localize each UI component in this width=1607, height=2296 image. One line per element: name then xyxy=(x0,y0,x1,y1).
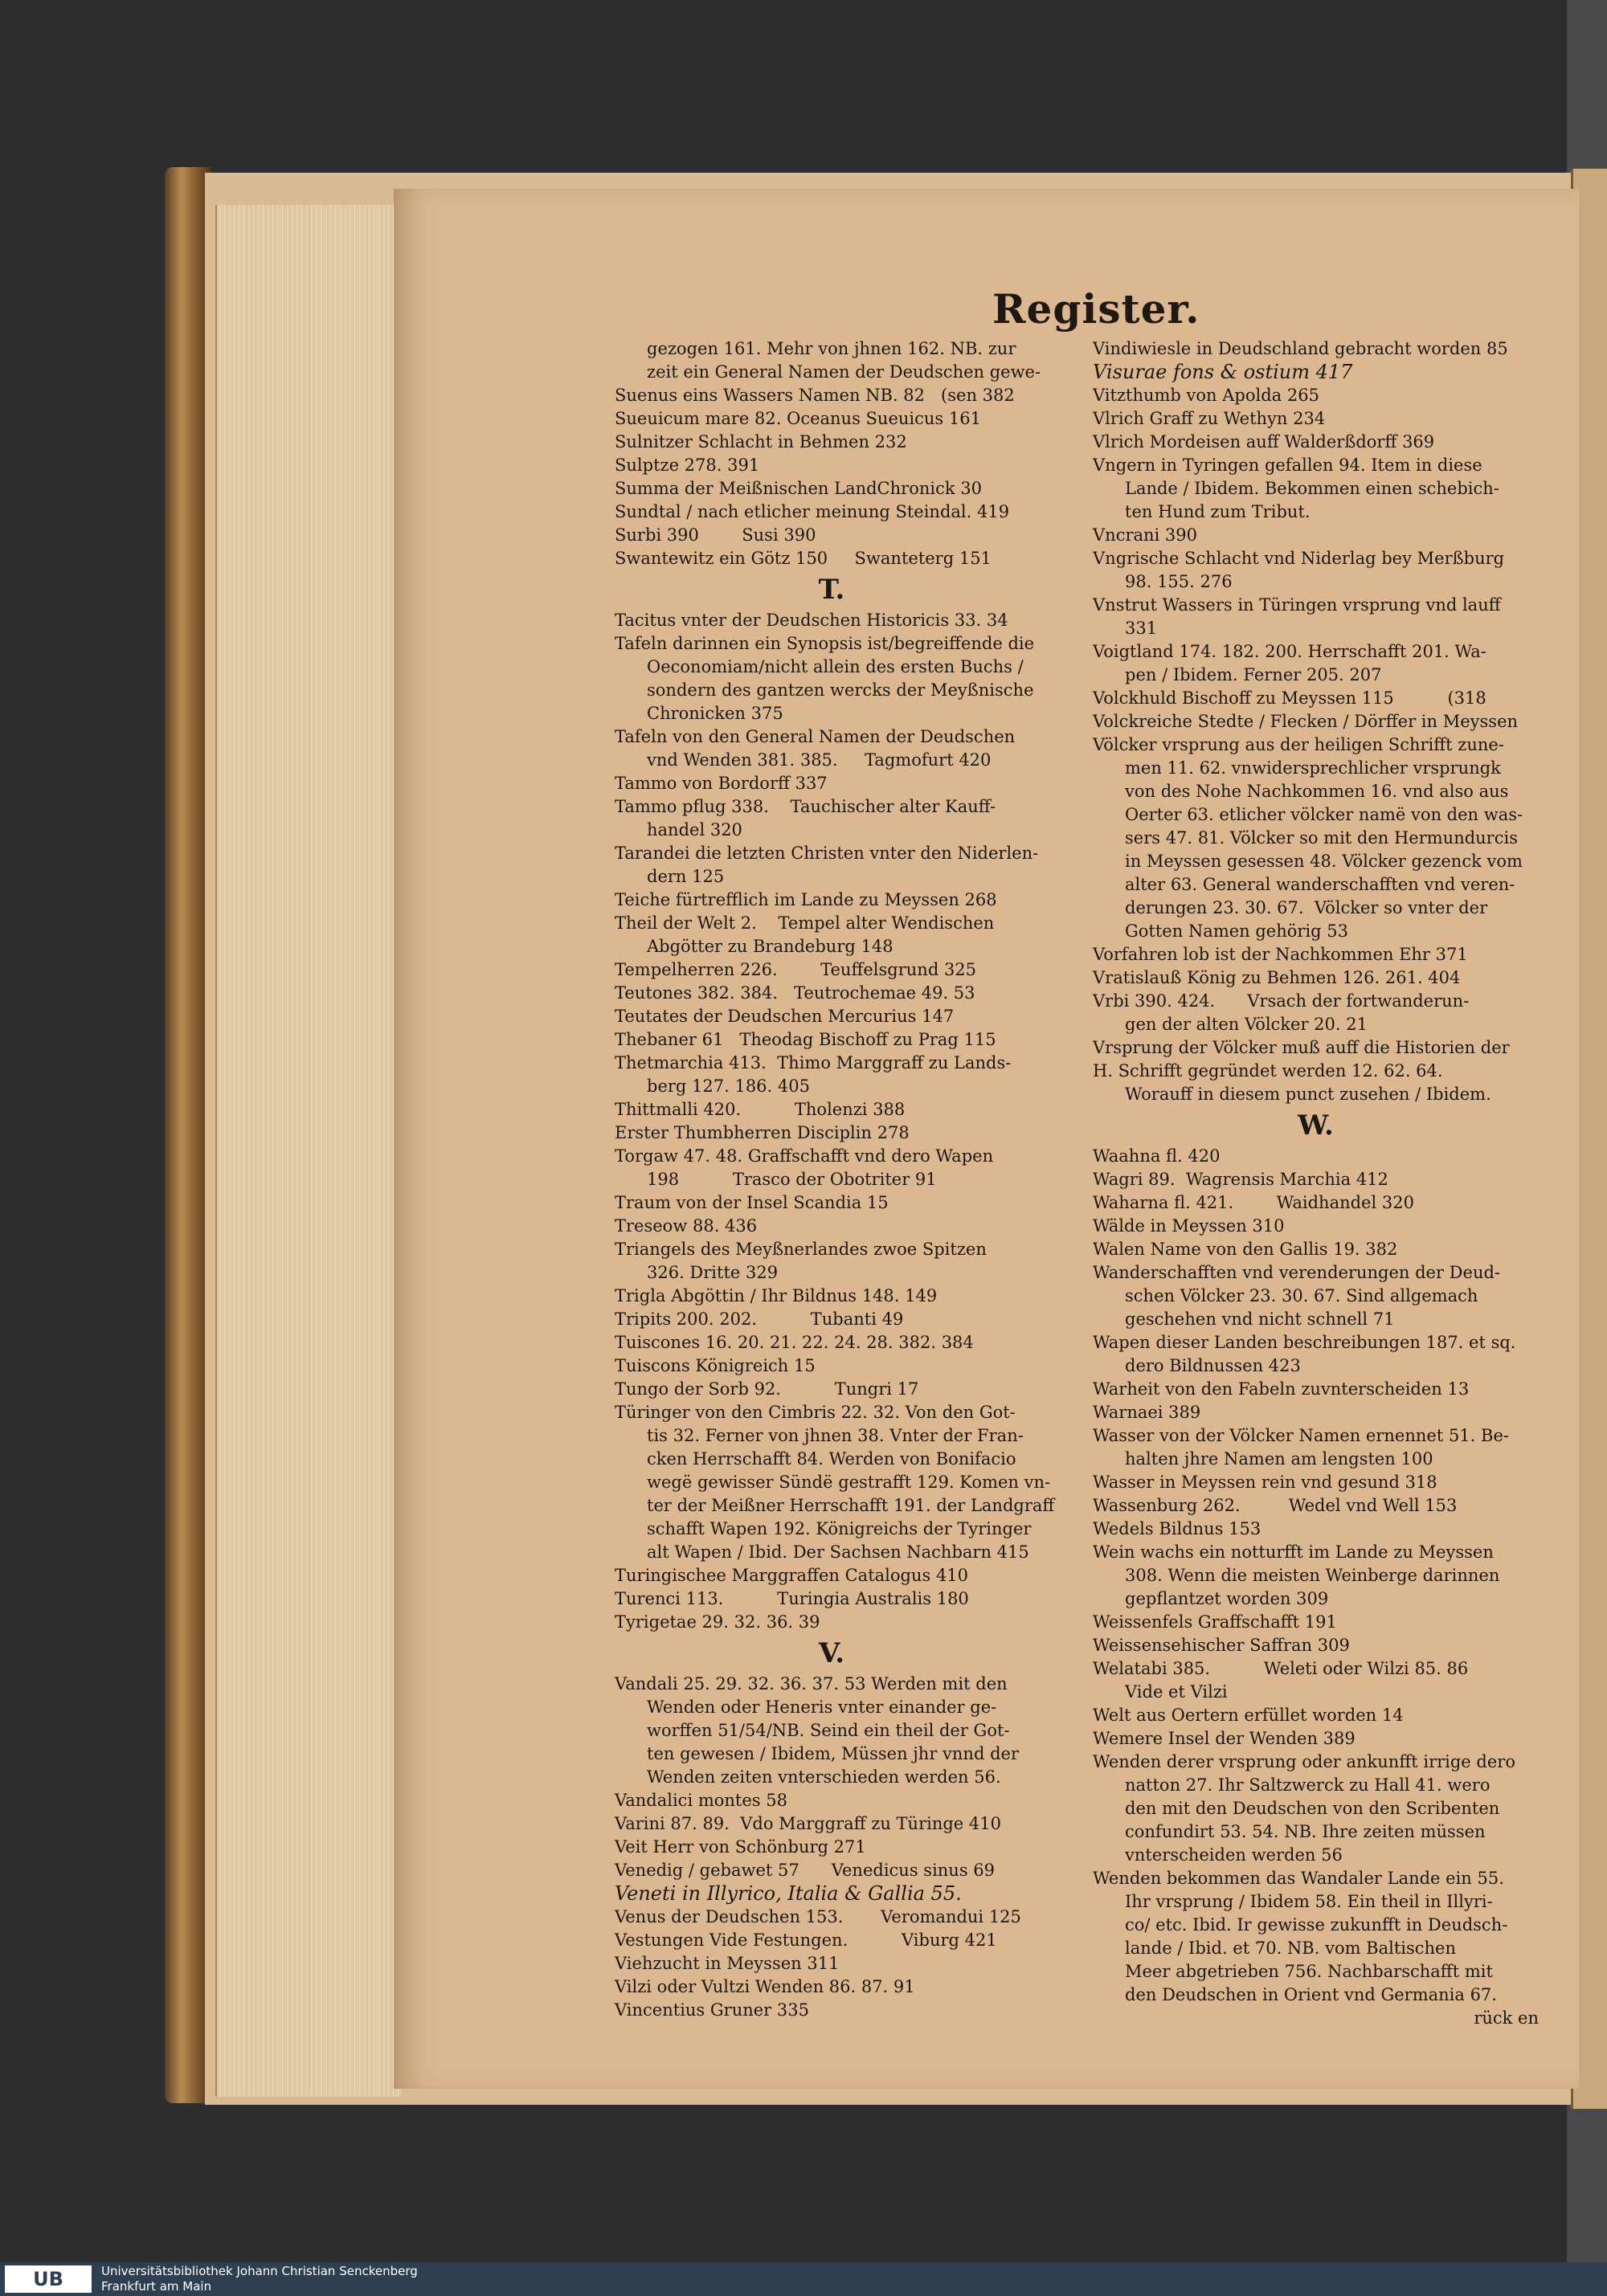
index-entry: Wedels Bildnus 153 xyxy=(1093,1519,1261,1538)
index-entry: Weissensehischer Saffran 309 xyxy=(1093,1636,1350,1655)
index-entry-continuation: lande / Ibid. et 70. NB. vom Baltischen xyxy=(1125,1939,1457,1958)
section-letter: W. xyxy=(1298,1109,1334,1142)
index-entry: Suenus eins Wassers Namen NB. 82 (sen 382 xyxy=(615,386,1015,405)
index-entry-continuation: 198 Trasco der Obotriter 91 xyxy=(647,1170,937,1189)
index-entry-continuation: gen der alten Völcker 20. 21 xyxy=(1125,1015,1368,1034)
index-entry-continuation: confundirt 53. 54. NB. Ihre zeiten müssen xyxy=(1125,1822,1486,1841)
index-entry-continuation: ten gewesen / Ibidem, Müssen jhr vnnd der xyxy=(647,1744,1019,1763)
index-entry: Völcker vrsprung aus der heiligen Schrifft zune- xyxy=(1093,735,1504,754)
index-entry: Wein wachs ein notturfft im Lande zu Meyssen xyxy=(1093,1542,1494,1562)
index-entry: Tammo von Bordorff 337 xyxy=(615,774,828,793)
index-entry-continuation: 98. 155. 276 xyxy=(1125,572,1233,591)
index-entry: Surbi 390 Susi 390 xyxy=(615,525,816,545)
index-entry-continuation: Gotten Namen gehörig 53 xyxy=(1125,921,1348,941)
right-column xyxy=(1093,337,1539,2030)
index-entry-continuation: Lande / Ibidem. Bekommen einen schebich- xyxy=(1125,479,1499,498)
index-entry: Vestungen Vide Festungen. Viburg 421 xyxy=(615,1930,997,1950)
index-entry: Wagri 89. Wagrensis Marchia 412 xyxy=(1093,1170,1388,1189)
index-entry: Sulptze 278. 391 xyxy=(615,456,760,475)
index-entry: Vngern in Tyringen gefallen 94. Item in diese xyxy=(1093,456,1482,475)
index-entry-continuation: men 11. 62. vnwidersprechlicher vrsprungk xyxy=(1125,758,1501,778)
index-entry: Triangels des Meyßnerlandes zwoe Spitzen xyxy=(615,1240,987,1259)
index-entry: Tarandei die letzten Christen vnter den Niderlen- xyxy=(615,844,1039,863)
index-entry: Venus der Deudschen 153. Veromandui 125 xyxy=(615,1907,1021,1926)
index-entry: Vngrische Schlacht vnd Niderlag bey Merßburg xyxy=(1093,549,1505,568)
index-entry-continuation: pen / Ibidem. Ferner 205. 207 xyxy=(1125,665,1382,684)
library-name: Universitätsbibliothek Johann Christian Senckenberg xyxy=(101,2264,418,2278)
index-entry: Sueuicum mare 82. Oceanus Sueuicus 161 xyxy=(615,409,981,428)
index-entry: Vlrich Mordeisen auff Walderßdorff 369 xyxy=(1093,432,1435,451)
index-entry: Varini 87. 89. Vdo Marggraff zu Türinge 410 xyxy=(615,1814,1001,1833)
index-entry-continuation: sondern des gantzen wercks der Meyßnische xyxy=(647,680,1034,700)
index-entry-continuation: alter 63. General wanderschafften vnd veren- xyxy=(1125,875,1515,894)
index-entry-continuation: Vide et Vilzi xyxy=(1125,1682,1228,1702)
index-entry: Vitzthumb von Apolda 265 xyxy=(1093,386,1319,405)
index-entry-continuation: derungen 23. 30. 67. Völcker so vnter der xyxy=(1125,898,1488,917)
index-entry-continuation: schafft Wapen 192. Königreichs der Tyringer xyxy=(647,1519,1032,1538)
section-letter: V. xyxy=(818,1637,845,1669)
index-entry-continuation: Wenden oder Heneris vnter einander ge- xyxy=(647,1697,997,1717)
index-entry: Theil der Welt 2. Tempel alter Wendischen xyxy=(615,913,995,933)
index-entry: Tripits 200. 202. Tubanti 49 xyxy=(615,1309,904,1329)
index-entry-continuation: den mit den Deudschen von den Scribenten xyxy=(1125,1799,1500,1818)
index-entry: Vrsprung der Völcker muß auff die Historien der xyxy=(1093,1038,1510,1057)
index-entry: Wasser in Meyssen rein vnd gesund 318 xyxy=(1093,1473,1437,1492)
index-entry-continuation: worffen 51/54/NB. Seind ein theil der Got- xyxy=(647,1721,1010,1740)
index-entry: Turenci 113. Turingia Australis 180 xyxy=(615,1589,969,1608)
index-entry: Türinger von den Cimbris 22. 32. Von den Got- xyxy=(615,1403,1016,1422)
index-entry: Wassenburg 262. Wedel vnd Well 153 xyxy=(1093,1496,1458,1515)
index-entry: Tuiscons Königreich 15 xyxy=(615,1356,816,1375)
index-entry-continuation: Chronicken 375 xyxy=(647,704,783,723)
section-letter: T. xyxy=(818,574,845,606)
index-entry: Vratislauß König zu Behmen 126. 261. 404 xyxy=(1093,968,1461,987)
index-entry: Swantewitz ein Götz 150 Swanteterg 151 xyxy=(615,549,992,568)
index-entry-continuation: Meer abgetrieben 756. Nachbarschafft mit xyxy=(1125,1962,1493,1981)
index-entry: Wenden bekommen das Wandaler Lande ein 55. xyxy=(1093,1869,1504,1888)
index-entry-continuation: wegë gewisser Sündë gestrafft 129. Komen vn- xyxy=(647,1473,1051,1492)
index-entry-continuation: tis 32. Ferner von jhnen 38. Vnter der Fran- xyxy=(647,1426,1024,1445)
index-entry: Wemere Insel der Wenden 389 xyxy=(1093,1729,1356,1748)
index-entry-continuation: Worauff in diesem punct zusehen / Ibidem. xyxy=(1125,1085,1491,1104)
index-entry-continuation: 326. Dritte 329 xyxy=(647,1263,779,1282)
index-entry: Teutones 382. 384. Teutrochemae 49. 53 xyxy=(615,983,975,1003)
index-entry: Veneti in Illyrico, Italia & Gallia 55. xyxy=(615,1882,962,1905)
index-entry-continuation: in Meyssen gesessen 48. Völcker gezenck vom xyxy=(1125,852,1523,871)
index-entry: Weissenfels Graffschafft 191 xyxy=(1093,1612,1337,1632)
index-entry: Venedig / gebawet 57 Venedicus sinus 69 xyxy=(615,1861,996,1880)
page-edges xyxy=(215,205,402,2097)
index-entry: Vrbi 390. 424. Vrsach der fortwanderun- xyxy=(1093,991,1470,1011)
index-entry: Wenden derer vrsprung oder ankunfft irrige dero xyxy=(1093,1752,1515,1771)
running-head: Register. xyxy=(992,285,1200,333)
index-entry: Vnstrut Wassers in Türingen vrsprung vnd lauff xyxy=(1093,595,1501,615)
index-entry-continuation: dero Bildnussen 423 xyxy=(1125,1356,1301,1375)
index-entry: Tafeln darinnen ein Synopsis ist/begreiffende die xyxy=(615,634,1035,653)
index-entry-continuation: sers 47. 81. Völcker so mit den Hermundurcis xyxy=(1125,828,1518,848)
index-entry-continuation: halten jhre Namen am lengsten 100 xyxy=(1125,1449,1433,1469)
index-entry-continuation: handel 320 xyxy=(647,820,742,840)
index-entry: Vncrani 390 xyxy=(1093,525,1198,545)
index-entry-continuation: 331 xyxy=(1125,619,1158,638)
index-entry: Sulnitzer Schlacht in Behmen 232 xyxy=(615,432,907,451)
index-entry: Thetmarchia 413. Thimo Marggraff zu Lands- xyxy=(615,1053,1012,1072)
index-entry: Warnaei 389 xyxy=(1093,1403,1201,1422)
index-entry: Wapen dieser Landen beschreibungen 187. et sq. xyxy=(1093,1333,1516,1352)
index-entry: Teiche fürtrefflich im Lande zu Meyssen 268 xyxy=(615,890,997,909)
index-entry-continuation: den Deudschen in Orient vnd Germania 67. xyxy=(1125,1985,1497,2004)
index-entry: Visurae fons & ostium 417 xyxy=(1093,361,1353,383)
index-entry: Vorfahren lob ist der Nachkommen Ehr 371 xyxy=(1093,945,1468,964)
index-entry: Vandalici montes 58 xyxy=(615,1791,787,1810)
index-entry-continuation: gepflantzet worden 309 xyxy=(1125,1589,1329,1608)
index-entry: Vindiwiesle in Deudschland gebracht worden 85 xyxy=(1093,339,1508,358)
index-entry: Viehzucht in Meyssen 311 xyxy=(615,1954,840,1973)
index-entry: Tuiscones 16. 20. 21. 22. 24. 28. 382. 384 xyxy=(615,1333,974,1352)
index-entry-continuation: ter der Meißner Herrschafft 191. der Landgraff xyxy=(647,1496,1055,1515)
index-entry: Warheit von den Fabeln zuvnterscheiden 13 xyxy=(1093,1379,1470,1399)
index-entry-continuation: berg 127. 186. 405 xyxy=(647,1077,810,1096)
index-entry: Thebaner 61 Theodag Bischoff zu Prag 115 xyxy=(615,1030,996,1049)
left-column xyxy=(615,337,1055,2022)
index-entry: Volckhuld Bischoff zu Meyssen 115 (318 xyxy=(1093,688,1486,708)
index-entry: Tempelherren 226. Teuffelsgrund 325 xyxy=(615,960,977,979)
index-entry: Voigtland 174. 182. 200. Herrschafft 201. Wa- xyxy=(1093,642,1486,661)
index-entry: Waharna fl. 421. Waidhandel 320 xyxy=(1093,1193,1414,1212)
index-entry-continuation: von des Nohe Nachkommen 16. vnd also aus xyxy=(1125,782,1509,801)
index-entry: Trigla Abgöttin / Ihr Bildnus 148. 149 xyxy=(615,1286,938,1305)
index-entry: Erster Thumbherren Disciplin 278 xyxy=(615,1123,910,1142)
index-entry: Vlrich Graff zu Wethyn 234 xyxy=(1093,409,1326,428)
index-entry: Tyrigetae 29. 32. 36. 39 xyxy=(615,1612,820,1632)
index-entry: Tammo pflug 338. Tauchischer alter Kauff- xyxy=(615,797,996,816)
index-entry: Tacitus vnter der Deudschen Historicis 33. 34 xyxy=(615,611,1008,630)
index-entry-continuation: 308. Wenn die meisten Weinberge darinnen xyxy=(1125,1566,1500,1585)
index-entry-continuation: gezogen 161. Mehr von jhnen 162. NB. zur xyxy=(647,339,1016,358)
index-entry-continuation: schen Völcker 23. 30. 67. Sind allgemach xyxy=(1125,1286,1478,1305)
index-entry: Waahna fl. 420 xyxy=(1093,1146,1221,1166)
index-entry: Tungo der Sorb 92. Tungri 17 xyxy=(615,1379,919,1399)
index-entry: Wälde in Meyssen 310 xyxy=(1093,1216,1285,1236)
library-footer xyxy=(0,2262,1607,2296)
index-entry: Volckreiche Stedte / Flecken / Dörffer in Meyssen xyxy=(1093,712,1519,731)
index-entry-continuation: Oeconomiam/nicht allein des ersten Buchs / xyxy=(647,657,1024,676)
index-entry-continuation: Abgötter zu Brandeburg 148 xyxy=(647,937,893,956)
index-entry: Vincentius Gruner 335 xyxy=(615,2000,809,2020)
index-entry-continuation: vnterscheiden werden 56 xyxy=(1125,1845,1343,1865)
index-entry-continuation: co/ etc. Ibid. Ir gewisse zukunfft in Deudsch- xyxy=(1125,1915,1508,1934)
index-entry: Teutates der Deudschen Mercurius 147 xyxy=(615,1007,955,1026)
index-entry: Traum von der Insel Scandia 15 xyxy=(615,1193,889,1212)
index-entry-continuation: zeit ein General Namen der Deudschen gewe- xyxy=(647,362,1041,382)
index-entry: Veit Herr von Schönburg 271 xyxy=(615,1837,866,1857)
index-entry-continuation: ten Hund zum Tribut. xyxy=(1125,502,1311,521)
library-logo[interactable]: UB xyxy=(5,2265,92,2293)
index-entry: Treseow 88. 436 xyxy=(615,1216,758,1236)
index-entry: Wasser von der Völcker Namen ernennet 51. Be- xyxy=(1093,1426,1509,1445)
index-entry: Summa der Meißnischen LandChronick 30 xyxy=(615,479,982,498)
index-entry: Wanderschafften vnd verenderungen der Deud- xyxy=(1093,1263,1501,1282)
index-entry-continuation: cken Herrschafft 84. Werden von Bonifacio xyxy=(647,1449,1016,1469)
index-entry: H. Schrifft gegründet werden 12. 62. 64. xyxy=(1093,1061,1443,1081)
index-entry: Welatabi 385. Weleti oder Wilzi 85. 86 xyxy=(1093,1659,1469,1678)
index-entry: Vandali 25. 29. 32. 36. 37. 53 Werden mit den xyxy=(615,1674,1008,1693)
index-entry: Turingischee Marggraffen Catalogus 410 xyxy=(615,1566,969,1585)
index-entry-continuation: vnd Wenden 381. 385. Tagmofurt 420 xyxy=(647,750,992,770)
index-entry: Walen Name von den Gallis 19. 382 xyxy=(1093,1240,1398,1259)
index-entry-continuation: dern 125 xyxy=(647,867,725,886)
index-entry: Vilzi oder Vultzi Wenden 86. 87. 91 xyxy=(615,1977,915,1996)
index-entry-continuation: Wenden zeiten vnterschieden werden 56. xyxy=(647,1767,1001,1787)
index-entry-continuation: alt Wapen / Ibid. Der Sachsen Nachbarn 415 xyxy=(647,1542,1029,1562)
index-entry: Welt aus Oertern erfüllet worden 14 xyxy=(1093,1706,1404,1725)
catchword: rück en xyxy=(1474,2008,1539,2028)
index-entry: Thittmalli 420. Tholenzi 388 xyxy=(615,1100,906,1119)
index-entry-continuation: Ihr vrsprung / Ibidem 58. Ein theil in Illyri- xyxy=(1125,1892,1493,1911)
index-entry-continuation: geschehen vnd nicht schnell 71 xyxy=(1125,1309,1395,1329)
index-entry: Sundtal / nach etlicher meinung Steindal. 419 xyxy=(615,502,1010,521)
index-entry: Torgaw 47. 48. Graffschafft vnd dero Wapen xyxy=(615,1146,994,1166)
library-city: Frankfurt am Main xyxy=(101,2279,212,2294)
index-entry-continuation: natton 27. Ihr Saltzwerck zu Hall 41. wero xyxy=(1125,1775,1490,1795)
index-entry: Tafeln von den General Namen der Deudschen xyxy=(615,727,1016,746)
index-entry-continuation: Oerter 63. etlicher völcker namë von den was- xyxy=(1125,805,1523,824)
